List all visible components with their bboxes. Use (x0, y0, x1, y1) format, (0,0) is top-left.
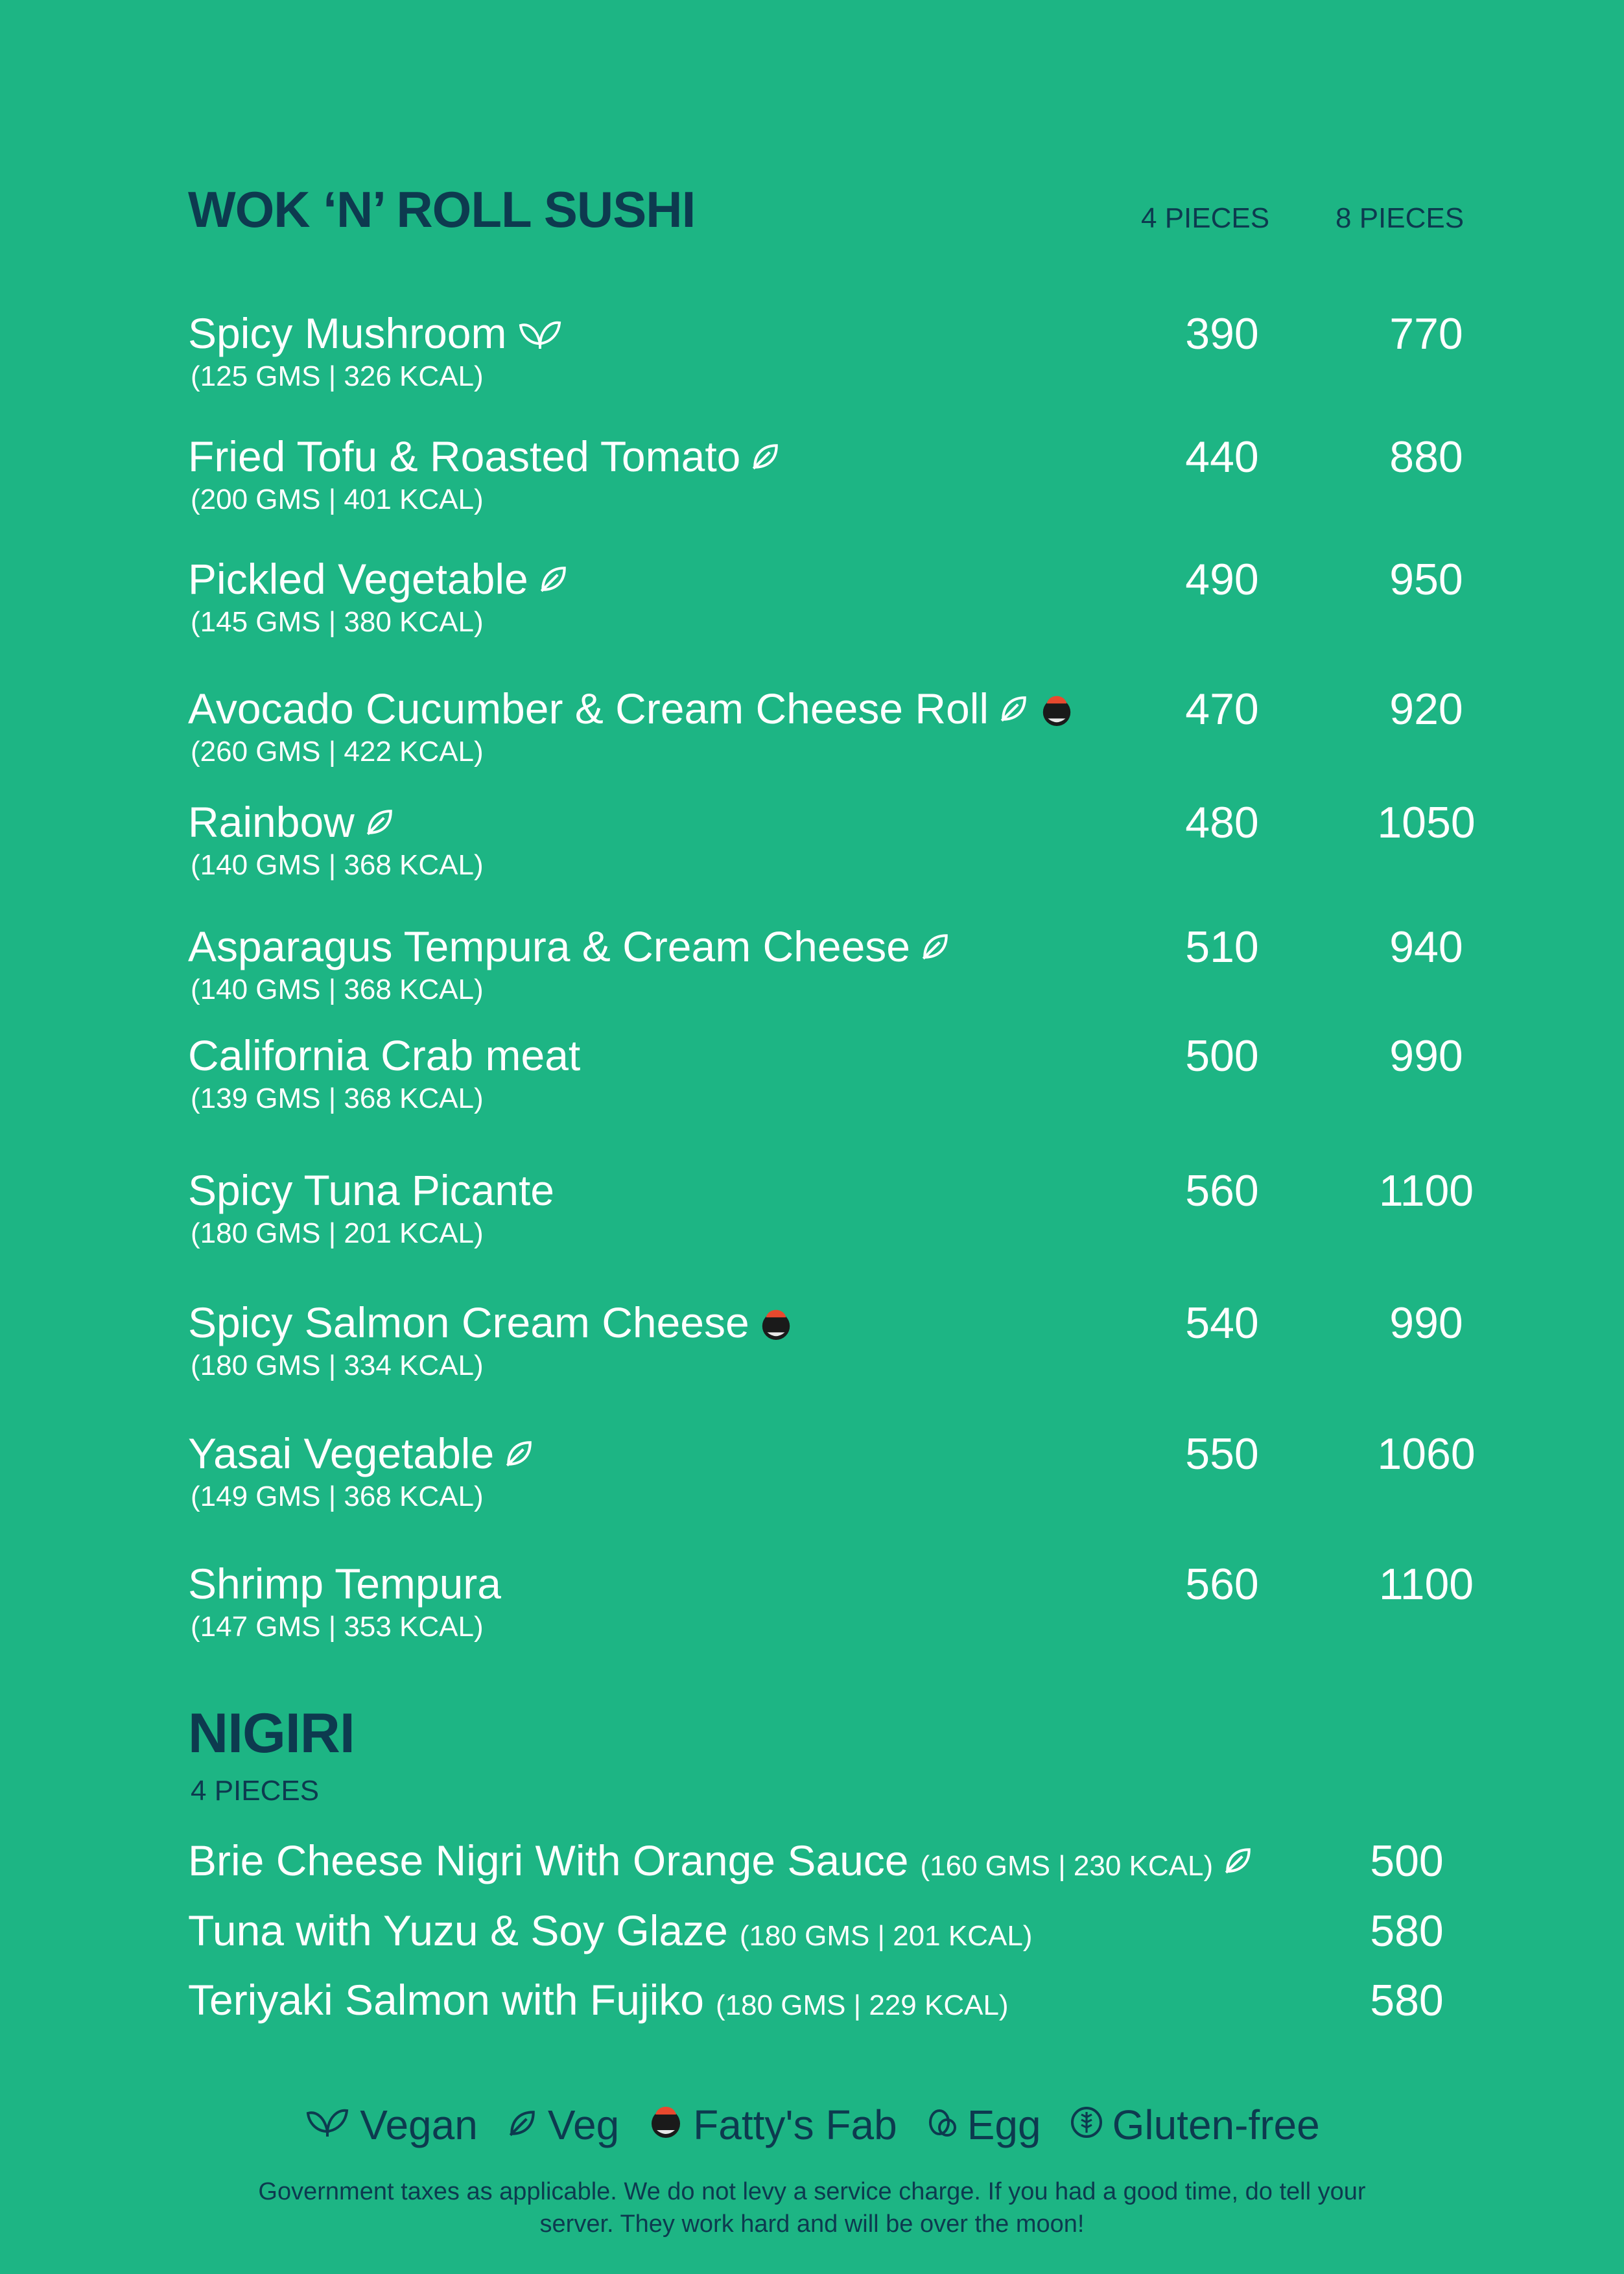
item-name-text: Pickled Vegetable (188, 555, 528, 603)
item-nutrition: (149 GMS | 368 KCAL) (191, 1481, 484, 1512)
item-name-text: California Crab meat (188, 1031, 581, 1079)
price-8-pieces: 940 (1389, 922, 1463, 972)
item-name-text: Shrimp Tempura (188, 1560, 501, 1608)
menu-item-row (0, 797, 1624, 901)
item-name (188, 1429, 535, 1478)
veg-icon (1222, 1844, 1254, 1877)
col-4-pieces-label: 4 PIECES (1141, 202, 1270, 234)
legend-veg (506, 2101, 619, 2149)
price-8-pieces: 990 (1389, 1298, 1463, 1348)
item-name (188, 1166, 554, 1215)
nigiri-item-nutrition: (180 GMS | 201 KCAL) (739, 1920, 1033, 1952)
nigiri-item-name-text: Tuna with Yuzu & Soy Glaze (188, 1906, 728, 1954)
price-8-pieces: 880 (1389, 432, 1463, 482)
menu-item-row (0, 684, 1624, 788)
menu-item-row (0, 1031, 1624, 1134)
price-4-pieces: 480 (1185, 798, 1259, 847)
item-name (188, 684, 1074, 733)
price-8-pieces: 1100 (1378, 1560, 1474, 1609)
veg-icon (506, 2101, 539, 2149)
menu-item-row (0, 1166, 1624, 1269)
price-8-pieces: 1050 (1377, 798, 1476, 847)
price-4-pieces: 470 (1185, 685, 1259, 734)
price-4-pieces: 440 (1185, 432, 1259, 482)
nigiri-item-row (0, 1975, 1624, 2034)
fattys-fab-icon (1039, 688, 1074, 729)
price-8-pieces: 950 (1389, 555, 1463, 604)
item-nutrition: (125 GMS | 326 KCAL) (191, 360, 484, 392)
legend-egg-label: Egg (967, 2101, 1041, 2148)
price-8-pieces: 990 (1389, 1031, 1463, 1081)
price-8-pieces: 770 (1389, 309, 1463, 358)
veg-icon (919, 930, 952, 963)
fattys-fab-icon (648, 2099, 684, 2150)
price-4-pieces: 510 (1185, 922, 1259, 972)
veg-icon (537, 563, 570, 595)
menu-item-row (0, 309, 1624, 412)
item-nutrition: (140 GMS | 368 KCAL) (191, 974, 484, 1005)
egg-icon (926, 2101, 958, 2149)
footnote: Government taxes as applicable. We do not levy a service charge. If you had a good time, do tell your server. They work hard and will be over the moon! (258, 2178, 1366, 2238)
item-nutrition: (180 GMS | 201 KCAL) (191, 1217, 484, 1249)
item-name (188, 1031, 580, 1080)
price-4-pieces: 550 (1185, 1429, 1259, 1479)
price-4-pieces: 490 (1185, 555, 1259, 604)
nigiri-item-row (0, 1906, 1624, 1964)
veg-icon (749, 440, 782, 473)
item-name-text: Yasai Vegetable (188, 1429, 495, 1477)
legend-veg-label: Veg (547, 2101, 620, 2148)
menu-item-row (0, 922, 1624, 1026)
item-name-text: Rainbow (188, 798, 355, 846)
item-name (188, 1298, 794, 1347)
price-8-pieces: 1060 (1377, 1429, 1476, 1479)
nigiri-section-title: NIGIRI (188, 1702, 355, 1764)
item-name (188, 554, 570, 604)
menu-item-row (0, 1298, 1624, 1401)
veg-icon (998, 692, 1030, 725)
vegan-icon (304, 2101, 351, 2149)
price-4-pieces: 540 (1185, 1298, 1259, 1348)
item-nutrition: (180 GMS | 334 KCAL) (191, 1350, 484, 1381)
item-name-text: Spicy Tuna Picante (188, 1166, 554, 1214)
item-nutrition: (260 GMS | 422 KCAL) (191, 736, 484, 768)
item-nutrition: (139 GMS | 368 KCAL) (191, 1083, 484, 1114)
gluten-free-icon (1070, 2101, 1103, 2149)
price-4-pieces: 560 (1185, 1560, 1259, 1609)
price-8-pieces: 920 (1389, 685, 1463, 734)
veg-icon (364, 806, 396, 838)
menu-item-row (0, 554, 1624, 658)
item-name-text: Spicy Mushroom (188, 309, 507, 357)
col-8-pieces-label: 8 PIECES (1336, 202, 1465, 234)
legend-vegan (304, 2101, 478, 2149)
menu-item-row (0, 1559, 1624, 1663)
nigiri-price: 580 (1370, 1976, 1444, 2025)
veg-icon (503, 1437, 535, 1470)
legend-vegan-label: Vegan (360, 2101, 478, 2148)
dietary-legend (0, 2099, 1624, 2150)
nigiri-pieces-label: 4 PIECES (191, 1775, 320, 1807)
nigiri-item-nutrition: (180 GMS | 229 KCAL) (715, 1989, 1009, 2021)
sushi-section-title: WOK ‘N’ ROLL SUSHI (188, 181, 696, 238)
item-name (188, 432, 782, 481)
legend-fattys-fab (648, 2099, 897, 2150)
legend-gluten-free-label: Gluten-free (1112, 2101, 1320, 2148)
legend-fattys-fab-label: Fatty's Fab (693, 2101, 897, 2148)
price-8-pieces: 1100 (1378, 1166, 1474, 1215)
nigiri-item-nutrition: (160 GMS | 230 KCAL) (920, 1850, 1214, 1882)
legend-egg (926, 2101, 1041, 2149)
item-nutrition: (140 GMS | 368 KCAL) (191, 849, 484, 881)
nigiri-item-name-text: Brie Cheese Nigri With Orange Sauce (188, 1836, 909, 1884)
menu-item-row (0, 432, 1624, 535)
nigiri-price: 580 (1370, 1906, 1444, 1956)
nigiri-item-name (188, 1836, 1254, 1885)
nigiri-item-row (0, 1836, 1624, 1894)
item-nutrition: (200 GMS | 401 KCAL) (191, 484, 484, 515)
nigiri-item-name (188, 1975, 1009, 2024)
nigiri-item-name-text: Teriyaki Salmon with Fujiko (188, 1976, 704, 2024)
item-name (188, 922, 952, 971)
nigiri-item-name (188, 1906, 1032, 1955)
vegan-icon (516, 315, 564, 351)
item-name (188, 309, 564, 358)
item-nutrition: (145 GMS | 380 KCAL) (191, 606, 484, 638)
item-name-text: Asparagus Tempura & Cream Cheese (188, 922, 911, 970)
fattys-fab-icon (759, 1302, 794, 1342)
item-name-text: Fried Tofu & Roasted Tomato (188, 432, 741, 480)
price-4-pieces: 560 (1185, 1166, 1259, 1215)
item-name (188, 797, 396, 847)
item-nutrition: (147 GMS | 353 KCAL) (191, 1611, 484, 1643)
item-name-text: Avocado Cucumber & Cream Cheese Roll (188, 685, 989, 733)
nigiri-price: 500 (1370, 1836, 1444, 1886)
menu-item-row (0, 1429, 1624, 1532)
price-4-pieces: 500 (1185, 1031, 1259, 1081)
legend-gluten-free (1070, 2101, 1320, 2149)
price-4-pieces: 390 (1185, 309, 1259, 358)
item-name (188, 1559, 501, 1608)
item-name-text: Spicy Salmon Cream Cheese (188, 1298, 749, 1346)
